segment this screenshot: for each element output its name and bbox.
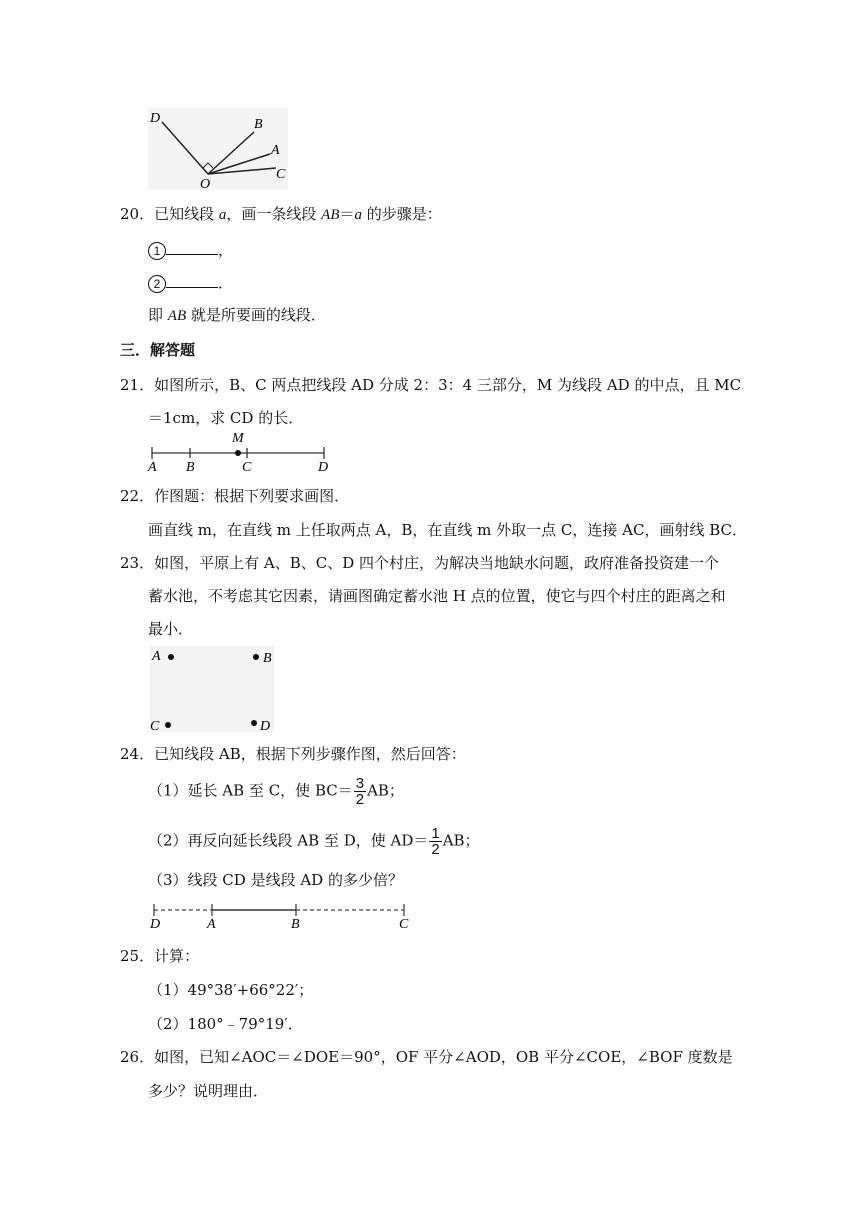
label-A: A xyxy=(148,460,157,474)
fraction-1-2: $\frac{1}{2}$ xyxy=(431,825,440,858)
label-O: O xyxy=(200,177,211,190)
label-C: C xyxy=(399,917,409,932)
question-25-line1: 25．计算： xyxy=(120,947,200,965)
label-D: D xyxy=(260,719,271,734)
label-B: B xyxy=(263,651,272,666)
label-B: B xyxy=(254,117,263,132)
circled-1: 1 xyxy=(148,242,166,260)
question-24-line1: 24．已知线段 AB，根据下列步骤作图，然后回答： xyxy=(120,745,466,763)
q25-step-1: （1）49°38′+66°22′； xyxy=(148,981,314,999)
angle-figure xyxy=(148,108,288,190)
label-D: D xyxy=(150,111,161,126)
question-26-line2: 多少？说明理由． xyxy=(148,1082,269,1100)
q20-step-2: 2 ． xyxy=(148,272,233,293)
label-B: B xyxy=(186,460,195,474)
question-23-line3: 最小． xyxy=(148,620,194,638)
label-C: C xyxy=(242,460,252,474)
question-21-line2: ＝1cm，求 CD 的长． xyxy=(148,409,304,427)
q24-step-1: （1）延长 AB 至 C，使 BC＝ $\frac{3}{2}$ AB； xyxy=(148,775,404,808)
question-23-line2: 蓄水池，不考虑其它因素，请画图确定蓄水池 H 点的位置，使它与四个村庄的距离之和 xyxy=(148,587,726,605)
q25-step-2: （2）180°﹣79°19′． xyxy=(148,1015,303,1033)
q24-step-2: （2）再反向延长线段 AB 至 D，使 AD＝ $\frac{1}{2}$ AB； xyxy=(148,825,480,858)
q24-step-3: （3）线段 CD 是线段 AD 的多少倍？ xyxy=(148,871,403,889)
label-C: C xyxy=(276,167,286,182)
label-D: D xyxy=(318,460,329,474)
label-B: B xyxy=(291,917,300,932)
label-A: A xyxy=(271,143,280,158)
section-heading: 三．解答题 xyxy=(120,341,196,359)
q20-conclusion: 即 AB 就是所要画的线段． xyxy=(148,306,326,324)
answer-blank-1[interactable] xyxy=(166,240,218,255)
question-23-line1: 23．如图，平原上有 A、B、C、D 四个村庄，为解决当地缺水问题，政府准备投资建一个 xyxy=(120,554,719,572)
q20-number: 20． xyxy=(120,205,155,223)
question-21-line1: 21．如图所示，B、C 两点把线段 AD 分成 2：3：4 三部分，M 为线段 AD 的中点，且 MC xyxy=(120,376,742,394)
label-A: A xyxy=(152,649,161,664)
villages-figure xyxy=(146,644,278,734)
question-22-line2: 画直线 m，在直线 m 上任取两点 A，B，在直线 m 外取一点 C，连接 AC，画射线 BC． xyxy=(148,521,748,539)
q20-step-1: 1 ， xyxy=(148,239,233,260)
segment-figure-21 xyxy=(146,428,336,474)
label-D: D xyxy=(150,917,161,932)
segment-figure-24 xyxy=(146,896,412,932)
question-20: 20．已知线段 a，画一条线段 AB＝a 的步骤是： xyxy=(120,205,442,223)
label-M: M xyxy=(232,431,244,446)
label-A: A xyxy=(207,917,216,932)
question-26-line1: 26．如图，已知∠AOC＝∠DOE＝90°，OF 平分∠AOD，OB 平分∠COE，∠BOF 度数是 xyxy=(120,1048,733,1066)
fraction-3-2: $\frac{3}{2}$ xyxy=(355,775,365,808)
answer-blank-2[interactable] xyxy=(166,273,218,288)
question-22-line1: 22．作图题：根据下列要求画图． xyxy=(120,487,350,505)
circled-2: 2 xyxy=(148,275,166,293)
label-C: C xyxy=(150,719,160,734)
